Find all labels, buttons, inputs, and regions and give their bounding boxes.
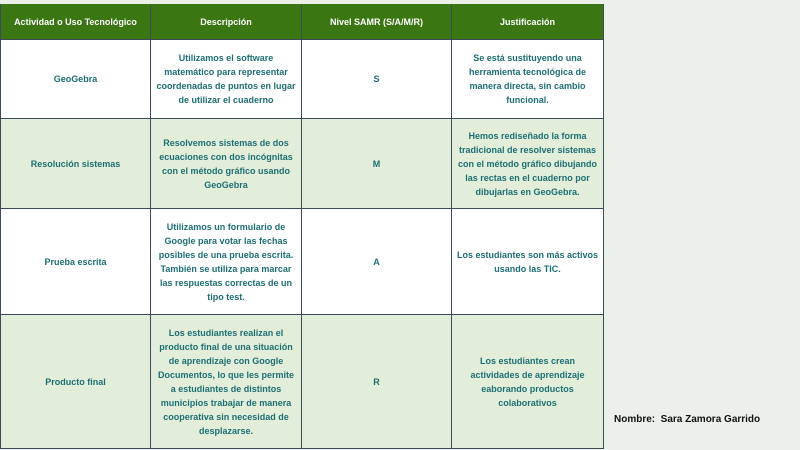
- table-row: [1, 40, 604, 119]
- cell-actividad: Resolución sistemas: [1, 119, 151, 209]
- table-row: [1, 315, 604, 449]
- author-name: Nombre: Sara Zamora Garrido: [614, 414, 761, 425]
- table-row: [1, 119, 604, 209]
- header-justificacion: Justificación: [452, 4, 604, 40]
- cell-descripcion: Utilizamos el software matemático para representar coordenadas de puntos en lugar de utilizar el cuaderno: [151, 40, 302, 119]
- cell-actividad: Prueba escrita: [1, 209, 151, 315]
- header-actividad: Actividad o Uso Tecnológico: [1, 4, 151, 40]
- samr-table: [0, 4, 604, 449]
- table-row: [1, 209, 604, 315]
- cell-nivel: R: [302, 315, 452, 449]
- cell-actividad: GeoGebra: [1, 40, 151, 119]
- cell-justificacion: Se está sustituyendo una herramienta tecnológica de manera directa, sin cambio funcional.: [452, 40, 604, 119]
- cell-nivel: M: [302, 119, 452, 209]
- cell-descripcion: Utilizamos un formulario de Google para votar las fechas posibles de una prueba escrita. También se utiliza para marcar las respuestas correctas de un tipo test.: [151, 209, 302, 315]
- header-nivel-samr: Nivel SAMR (S/A/M/R): [302, 4, 452, 40]
- cell-nivel: S: [302, 40, 452, 119]
- cell-descripcion: Resolvemos sistemas de dos ecuaciones con dos incógnitas con el método gráfico usando GeoGebra: [151, 119, 302, 209]
- cell-nivel: A: [302, 209, 452, 315]
- cell-justificacion: Los estudiantes crean actividades de aprendizaje eaborando productos colaborativos: [452, 315, 604, 449]
- cell-descripcion: Los estudiantes realizan el producto final de una situación de aprendizaje con Google Documentos, lo que les permite a estudiantes de distintos municipios trabajar de manera cooperativa sin necesidad de desplazarse.: [151, 315, 302, 449]
- cell-justificacion: Hemos rediseñado la forma tradicional de resolver sistemas con el método gráfico dibujando las rectas en el cuaderno por dibujarlas en GeoGebra.: [452, 119, 604, 209]
- header-descripcion: Descripción: [151, 4, 302, 40]
- table-header-row: [1, 4, 604, 40]
- cell-actividad: Producto final: [1, 315, 151, 449]
- cell-justificacion: Los estudiantes son más activos usando las TIC.: [452, 209, 604, 315]
